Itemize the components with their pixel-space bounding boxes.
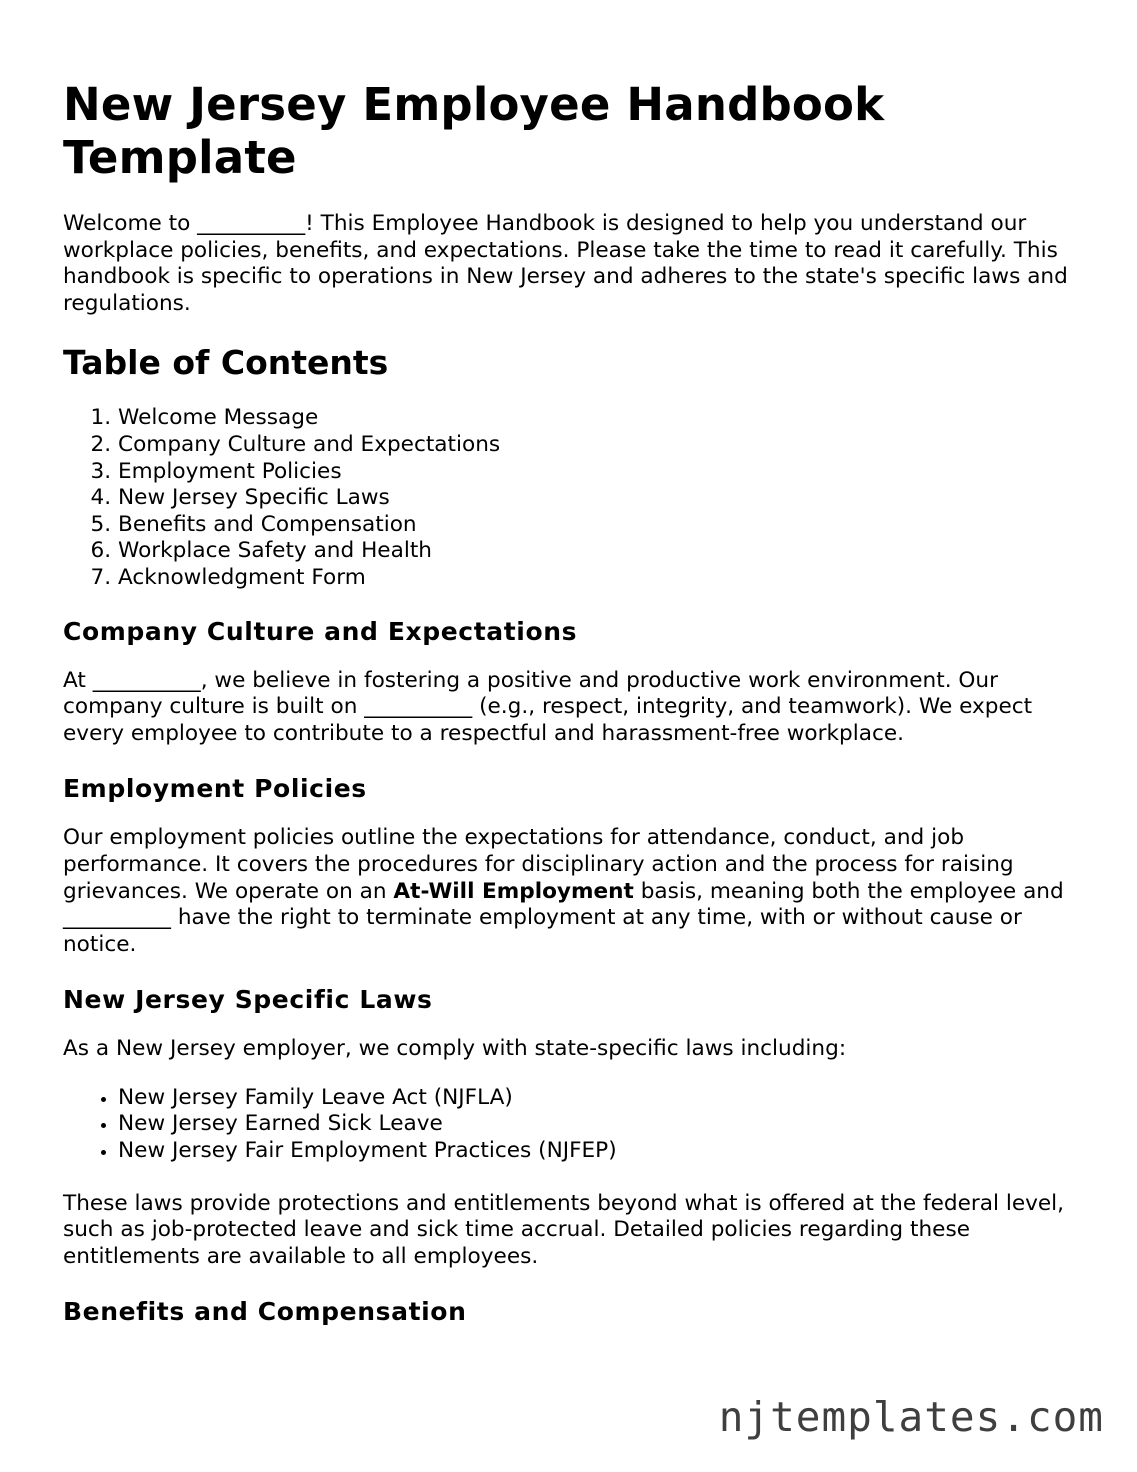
toc-item: 6. Workplace Safety and Health [118, 538, 1083, 565]
policies-text-before: Our employment policies outline the expectations for attendance, conduct, and job performance. It covers the procedures for disciplinary action and the process for raising grievances. We operate on an [63, 825, 1014, 904]
policies-heading: Employment Policies [63, 774, 367, 804]
at-will-employment-term: At-Will Employment [393, 878, 634, 904]
toc-list [63, 405, 1083, 591]
policies-text-after: basis, meaning both the employee and __________ have the right to terminate employment at any time, with or without cause or notice. [63, 878, 1064, 957]
toc-item: 5. Benefits and Compensation [118, 512, 1083, 539]
nj-laws-heading: New Jersey Specific Laws [63, 985, 433, 1015]
toc-heading: Table of Contents [63, 343, 389, 383]
watermark: njtemplates.com [718, 1393, 1104, 1441]
nj-laws-paragraph: These laws provide protections and entitlements beyond what is offered at the federal level, such as job-protected leave and sick time accrual. Detailed policies regarding these entitlements are available to all employees. [63, 1190, 1065, 1269]
page-title: New Jersey Employee Handbook Template [63, 78, 885, 184]
benefits-heading: Benefits and Compensation [63, 1297, 467, 1327]
intro-paragraph: Welcome to __________! This Employee Handbook is designed to help you understand our workplace policies, benefits, and expectations. Please take the time to read it carefully. This handbook is specific to operations in New Jersey and adheres to the state's specific laws and regulations. [63, 211, 1068, 316]
toc-item: 7. Acknowledgment Form [118, 565, 1083, 592]
toc-item: 4. New Jersey Specific Laws [118, 485, 1083, 512]
list-item: • New Jersey Fair Employment Practices (NJFEP) [118, 1138, 1083, 1165]
list-item: • New Jersey Earned Sick Leave [118, 1111, 1083, 1138]
toc-item: 3. Employment Policies [118, 459, 1083, 486]
toc-item: 2. Company Culture and Expectations [118, 432, 1083, 459]
toc-item: 1. Welcome Message [118, 405, 1083, 432]
list-item: • New Jersey Family Leave Act (NJFLA) [118, 1085, 1083, 1112]
policies-paragraph [63, 825, 1083, 958]
culture-paragraph: At __________, we believe in fostering a positive and productive work environment. Our company culture is built on __________ (e.g., respect, integrity, and teamwork). We expect every employee to contribute to a respectful and harassment-free workplace. [63, 667, 1033, 746]
nj-laws-intro: As a New Jersey employer, we comply with state-specific laws including: [63, 1036, 847, 1062]
document [63, 78, 1083, 1348]
culture-heading: Company Culture and Expectations [63, 616, 578, 646]
nj-laws-list [63, 1085, 1083, 1165]
